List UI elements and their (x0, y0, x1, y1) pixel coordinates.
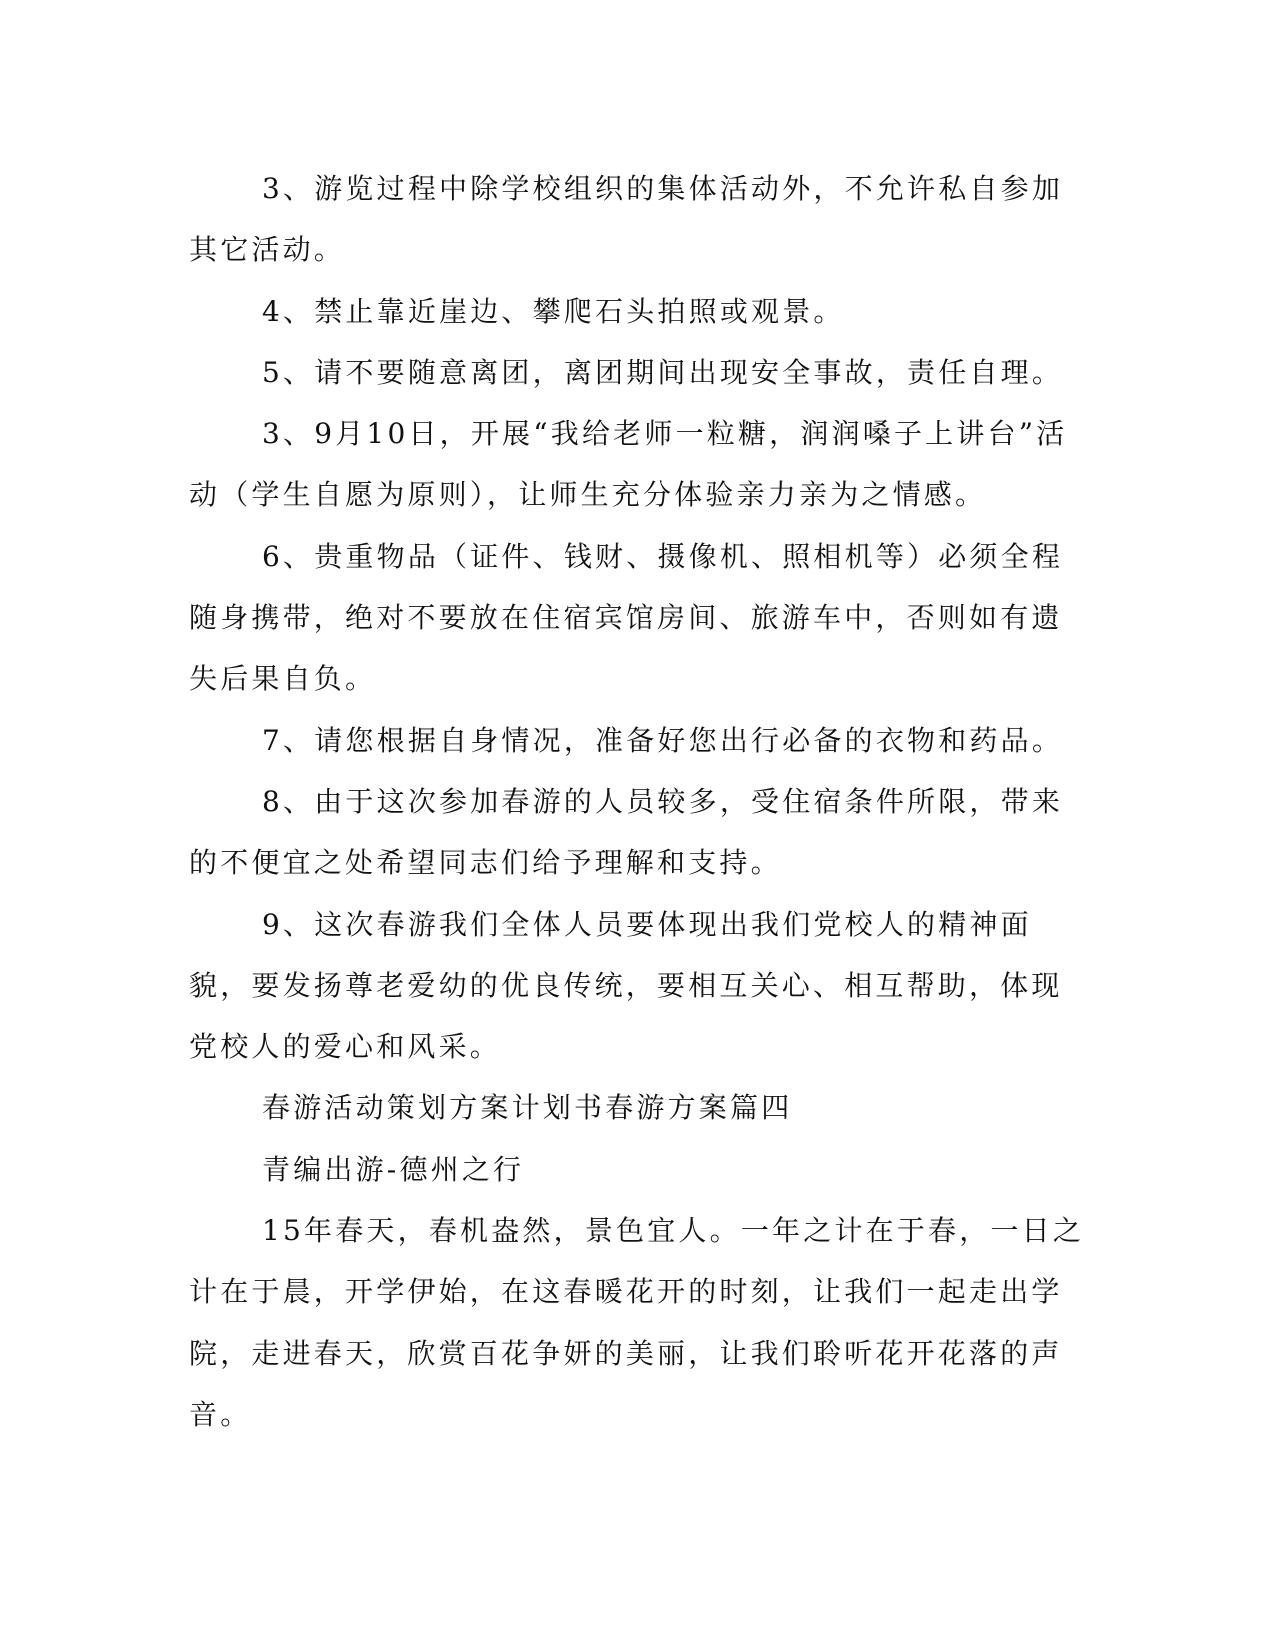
paragraph-rule-5: 5、请不要随意离团，离团期间出现安全事故，责任自理。 (262, 355, 1064, 389)
paragraph-activity-sept-10: 3、9月10日，开展“我给老师一粒糖，润润嗓子上讲台”活动（学生自愿为原则），让师生充分体验亲力亲为之情感。 (189, 417, 1068, 512)
paragraph-rule-9: 9、这次春游我们全体人员要体现出我们党校人的精神面貌，要发扬尊老爱幼的优良传统，要相互关心、相互帮助，体现党校人的爱心和风采。 (189, 907, 1063, 1064)
paragraph-rule-3: 3、游览过程中除学校组织的集体活动外，不允许私自参加其它活动。 (189, 172, 1064, 267)
document-body (189, 158, 1089, 1445)
trip-title: 青编出游-德州之行 (262, 1152, 525, 1186)
paragraph-rule-4: 4、禁止靠近崖边、攀爬石头拍照或观景。 (262, 294, 845, 328)
paragraph-rule-6: 6、贵重物品（证件、钱财、摄像机、照相机等）必须全程随身携带，绝对不要放在住宿宾馆房间、旅游车中，否则如有遗失后果自负。 (189, 539, 1064, 696)
paragraph-intro: 15年春天，春机盎然，景色宜人。一年之计在于春，一日之计在于晨，开学伊始，在这春暖花开的时刻，让我们一起走出学院，走进春天，欣赏百花争妍的美丽，让我们聆听花开花落的声音。 (189, 1214, 1085, 1431)
paragraph-rule-7: 7、请您根据自身情况，准备好您出行必备的衣物和药品。 (262, 723, 1064, 757)
paragraph-rule-8: 8、由于这次参加春游的人员较多，受住宿条件所限，带来的不便宜之处希望同志们给予理解和支持。 (189, 784, 1064, 880)
section-heading: 春游活动策划方案计划书春游方案篇四 (262, 1091, 793, 1125)
